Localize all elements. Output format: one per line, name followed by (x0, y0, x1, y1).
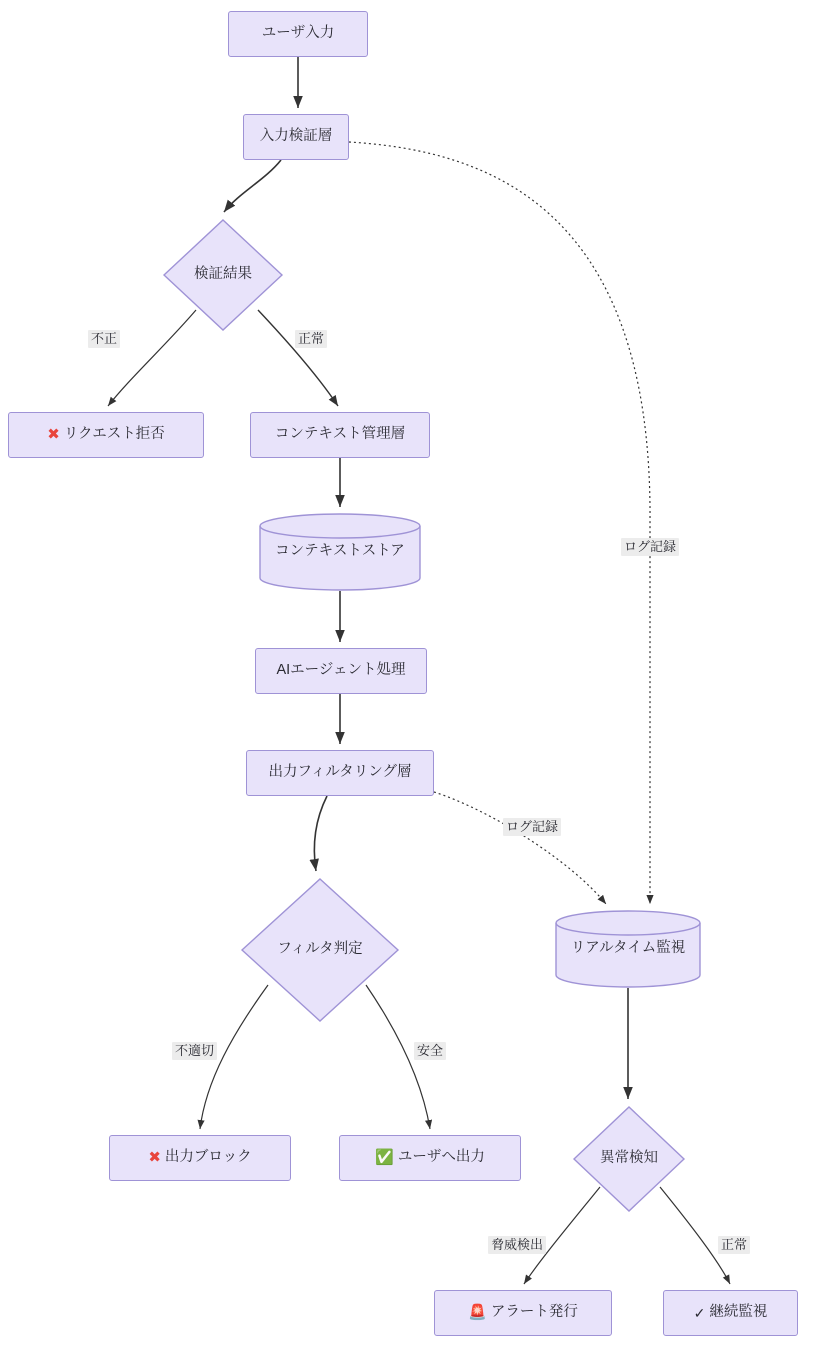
node-input-validation-layer[interactable] (243, 114, 349, 160)
node-context-store[interactable] (259, 513, 421, 591)
node-context-management-layer[interactable] (250, 412, 430, 458)
node-label: コンテキスト管理層 (274, 426, 406, 443)
node-label: 検証結果 (194, 266, 252, 283)
edge-label-inappropriate: 不適切 (172, 1042, 217, 1060)
node-label: ユーザ入力 (261, 25, 335, 42)
node-reject-request[interactable] (8, 412, 204, 458)
node-label: 出力ブロック (164, 1149, 252, 1166)
node-label: 入力検証層 (259, 128, 333, 145)
node-label: ユーザへ出力 (397, 1149, 485, 1166)
node-output-to-user[interactable] (339, 1135, 521, 1181)
node-block-output[interactable] (109, 1135, 291, 1181)
node-label: 異常検知 (600, 1150, 658, 1167)
check-mark-icon: ✓ (693, 1304, 706, 1321)
node-ai-agent-processing[interactable] (255, 648, 427, 694)
edge-label-threat-detected: 脅威検出 (488, 1236, 546, 1254)
node-issue-alert[interactable] (434, 1290, 612, 1336)
check-box-icon: ✅ (375, 1149, 394, 1166)
node-label: AIエージェント処理 (276, 662, 406, 679)
cross-mark-icon: ✖ (47, 426, 60, 443)
node-label: コンテキストストア (275, 543, 405, 560)
node-anomaly-detection[interactable] (572, 1105, 686, 1213)
node-label: リアルタイム監視 (570, 940, 686, 957)
node-label: 出力フィルタリング層 (268, 764, 412, 781)
node-filter-result[interactable] (240, 877, 400, 1023)
node-realtime-monitoring[interactable] (555, 910, 701, 988)
edge-label-log-record-input: ログ記録 (621, 538, 679, 556)
node-label: アラート発行 (490, 1304, 578, 1321)
edge-label-safe: 安全 (414, 1042, 446, 1060)
cross-mark-icon: ✖ (148, 1149, 161, 1166)
edge-label-log-record-output: ログ記録 (503, 818, 561, 836)
node-label: フィルタ判定 (277, 941, 363, 958)
edge-label-valid: 正常 (295, 330, 327, 348)
siren-icon: 🚨 (468, 1304, 487, 1321)
node-label: リクエスト拒否 (63, 426, 165, 443)
node-label: 継続監視 (709, 1304, 768, 1321)
node-user-input[interactable] (228, 11, 368, 57)
edge-label-normal: 正常 (718, 1236, 750, 1254)
node-validation-result[interactable] (162, 218, 284, 332)
edge-label-invalid: 不正 (88, 330, 120, 348)
node-output-filtering-layer[interactable] (246, 750, 434, 796)
node-continue-monitoring[interactable] (663, 1290, 798, 1336)
